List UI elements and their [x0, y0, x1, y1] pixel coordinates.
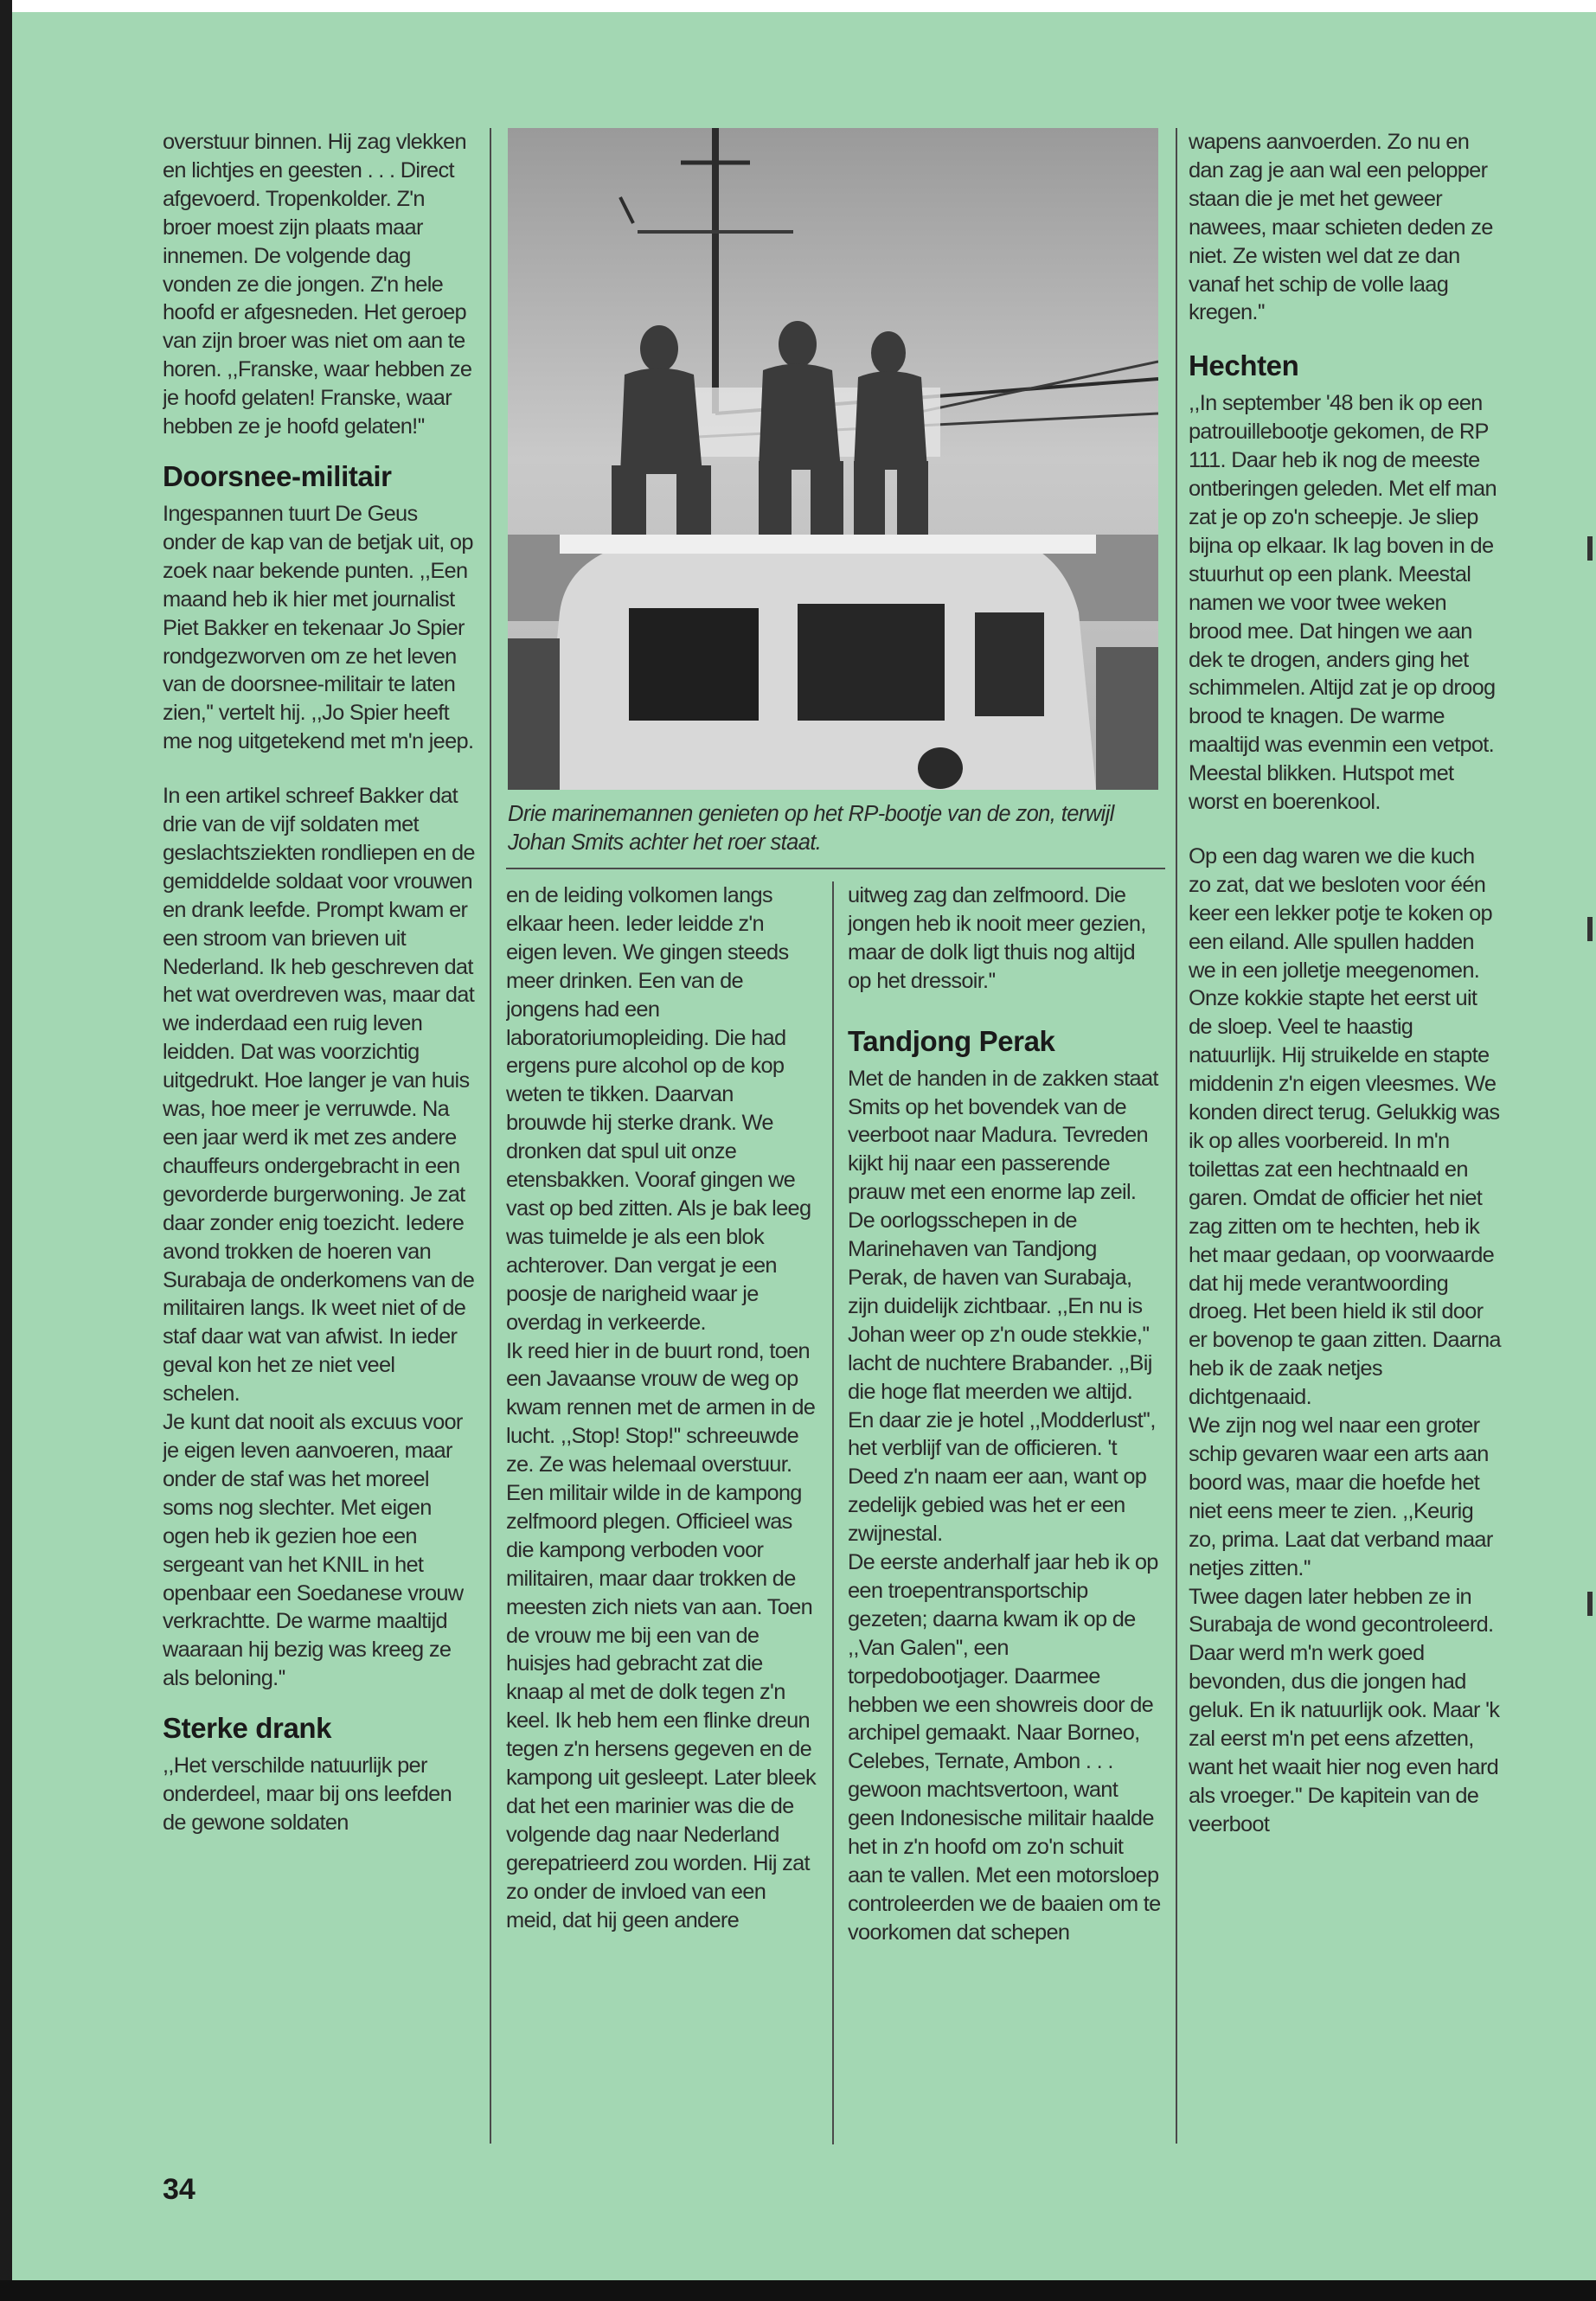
- scan-edge-mark: [1587, 917, 1593, 941]
- helmsman-head: [918, 747, 963, 789]
- paragraph: Met de handen in de zakken staat Smits op het bovendek van de veerboot naar Madura. Tevreden kijkt hij naar een passerende prauw met een enorme lap zeil. De oorlogsschepen in de Marinehaven van Tandjong Perak, de haven van Surabaja, zijn duidelijk zichtbaar. ,,En nu is Johan weer op z'n oude stekkie,'' lacht de nuchtere Brabander. ,,Bij die hoge flat meerden we altijd. En daar zie je hotel ,,Modderlust'', het verblijf van de officieren. 't Deed z'n naam eer aan, want op zedelijk gebied was het er een zwijnestal.: [848, 1066, 1158, 1547]
- subheading-sterke-drank: Sterke drank: [163, 1712, 332, 1745]
- paragraph: Twee dagen later hebben ze in Surabaja de wond gecontroleerd. Daar werd m'n werk goed bevonden, dus die jongen had geluk. En ik natuurlijk ook. Maar 'k zal eerst m'n pet eens afzetten, want het waait hier nog even hard als vroeger.'' De kapitein van de veerboot: [1189, 1584, 1500, 1836]
- photo-caption: Drie marinemannen genieten op het RP-bootje van de zon, terwijl Johan Smits achter het roer staat.: [508, 802, 1114, 855]
- paragraph: We zijn nog wel naar een groter schip gevaren waar een arts aan boord was, maar die hoefde het niet eens meer te zien. ,,Keurig zo, prima. Laat dat verband maar netjes zitten.'': [1189, 1413, 1493, 1580]
- paragraph: overstuur binnen. Hij zag vlekken en lichtjes en geesten . . . Direct afgevoerd. Tropenkolder. Z'n broer moest zijn plaats maar innemen. De volgende dag vonden ze die jongen. Z'n hele hoofd er afgesneden. Het geroep van zijn broer was niet om aan te horen. ,,Franske, waar hebben ze je hoofd gelaten! Franske, waar hebben ze je hoofd gelaten!'': [163, 130, 472, 439]
- column-rule: [832, 881, 834, 2144]
- caption-rule: [506, 868, 1165, 869]
- paragraph: In een artikel schreef Bakker dat drie van de vijf soldaten met geslachtsziekten rondliepen en de gemiddelde soldaat voor vrouwen en drank leefde. Prompt kwam er een stroom van brieven uit Nederland. Ik heb geschreven dat het wat overdreven was, maar dat we inderdaad een ruig leven leidden. Dat was voorzichtig uitgedrukt. Hoe langer je van huis was, hoe meer je verruwde. Na een jaar werd ik met zes andere chauffeurs ondergebracht in een gevorderde burgerwoning. Je zat daar zonder enig toezicht. Iedere avond trokken de hoeren van Surabaja de onderkomens van de militairen langs. Ik weet niet of de staf daar wat van afwist. In ieder geval kon het ze niet veel schelen.: [163, 784, 475, 1407]
- paragraph: De eerste anderhalf jaar heb ik op een troepentransportschip gezeten; daarna kwam ik op de ,,Van Galen'', een torpedobootjager. Daarmee hebben we een showreis door de archipel gemaakt. Naar Borneo, Celebes, Ternate, Ambon . . . gewoon machtsvertoon, want geen Indonesische militair haalde het in z'n hoofd om zo'n schuit aan te vallen. Met een motorsloep controleerden we de baaien om te voorkomen dat schepen: [848, 1550, 1161, 1945]
- subheading-tandjong-perak: Tandjong Perak: [848, 1024, 1055, 1057]
- column-rule: [490, 128, 491, 2144]
- subheading-doorsnee-militair: Doorsnee-militair: [163, 459, 392, 492]
- text-column-4: [1189, 128, 1502, 2144]
- wheelhouse-roof: [560, 535, 1096, 554]
- wheelhouse-window: [798, 604, 945, 721]
- wheelhouse-window: [975, 612, 1044, 716]
- scan-edge-mark: [1587, 1592, 1593, 1616]
- paragraph: Je kunt dat nooit als excuus voor je eigen leven aanvoeren, maar onder de staf was het moreel soms nog slechter. Met eigen ogen heb ik gezien hoe een sergeant van het KNIL in het openbaar een Soedanese vrouw verkrachtte. De warme maaltijd waaraan hij bezig was kreeg ze als beloning.'': [163, 1410, 464, 1691]
- text-column-2: [506, 881, 817, 2144]
- column-rule: [1176, 128, 1177, 2144]
- deck-shadow: [1096, 647, 1158, 790]
- text-column-3: [848, 881, 1161, 2144]
- photo-illustration: [508, 128, 1158, 790]
- subheading-hechten: Hechten: [1189, 349, 1299, 382]
- paragraph: Ingespannen tuurt De Geus onder de kap van de betjak uit, op zoek naar bekende punten. ,,Een maand heb ik hier met journalist Piet Bakker en tekenaar Jo Spier rondgezworven om ze het leven van de doorsnee-militair te laten zien,'' vertelt hij. ,,Jo Spier heeft me nog uitgetekend met m'n jeep.: [163, 501, 474, 754]
- photo-sailors-on-boat: [508, 128, 1158, 790]
- text-column-1: [163, 128, 476, 2144]
- paragraph: wapens aanvoerden. Zo nu en dan zag je aan wal een pelopper staan die je met het geweer nawees, maar schieten deden ze niet. Ze wisten wel dat ze dan vanaf het schip de volle laag kregen.'': [1189, 130, 1493, 325]
- paragraph: ,,In september '48 ben ik op een patrouillebootje gekomen, de RP 111. Daar heb ik nog de meeste ontberingen geleden. Met elf man zat je op zo'n scheepje. Je sliep bijna op elkaar. Ik lag boven in de stuurhut op een plank. Meestal namen we voor twee weken brood mee. Dat hingen we aan dek te drogen, anders ging het schimmelen. Altijd zat je op droog brood te knagen. De warme maaltijd was evenmin een vetpot. Meestal blikken. Hutspot met worst en boerenkool.: [1189, 391, 1497, 815]
- paragraph: Op een dag waren we die kuch zo zat, dat we besloten voor één keer een lekker potje te koken op een eiland. Alle spullen hadden we in een jolletje meegenomen. Onze kokkie stapte het eerst uit de sloep. Veel te haastig natuurlijk. Hij struikelde en stapte middenin z'n eigen vleesmes. We konden direct terug. Gelukkig was ik op alles voorbereid. In m'n toilettas zat een hechtnaald en garen. Omdat de officier het niet zag zitten om te hechten, heb ik het maar gedaan, op voorwaarde dat hij mede verantwoording droeg. Het been hield ik stil door er bovenop te gaan zitten. Daarna heb ik de zaak netjes dichtgenaaid.: [1189, 843, 1501, 1410]
- scan-border-bottom: [0, 2280, 1596, 2301]
- deck-shadow: [508, 638, 560, 790]
- wheelhouse-window: [629, 608, 759, 721]
- page-number: 34: [163, 2173, 195, 2206]
- paragraph: uitweg zag dan zelfmoord. Die jongen heb ik nooit meer gezien, maar de dolk ligt thuis nog altijd op het dressoir.'': [848, 883, 1146, 993]
- paragraph: ,,Het verschilde natuurlijk per onderdeel, maar bij ons leefden de gewone soldaten: [163, 1753, 452, 1835]
- paragraph: en de leiding volkomen langs elkaar heen. Ieder leidde z'n eigen leven. We gingen steeds meer drinken. Een van de jongens had een laboratoriumopleiding. Die had ergens pure alcohol op de kop weten te tikken. Daarvan brouwde hij sterke drank. We dronken dat spul uit onze etensbakken. Vooraf gingen we vast op bed zitten. Als je bak leeg was tuimelde je als een blok achterover. Dan vergat je een poosje de narigheid waar je overdag in verkeerde.: [506, 883, 811, 1335]
- paragraph: Ik reed hier in de buurt rond, toen een Javaanse vrouw de weg op kwam rennen met de armen in de lucht. ,,Stop! Stop!'' schreeuwde ze. Ze was helemaal overstuur. Een militair wilde in de kampong zelfmoord plegen. Officieel was die kampong verboden voor militairen, maar daar trokken de meesten zich niets van aan. Toen de vrouw me bij een van de huisjes had gebracht zat die knaap al met de dolk tegen z'n keel. Ik heb hem een flinke dreun tegen z'n hersens gegeven en de kampong uit gesleept. Later bleek dat het een marinier was die de volgende dag naar Nederland gerepatrieerd zou worden. Hij zat zo onder de invloed van een meid, dat hij geen andere: [506, 1338, 817, 1932]
- scan-border-left: [0, 0, 12, 2301]
- scan-edge-mark: [1587, 536, 1593, 561]
- scan-border-top: [0, 0, 1596, 12]
